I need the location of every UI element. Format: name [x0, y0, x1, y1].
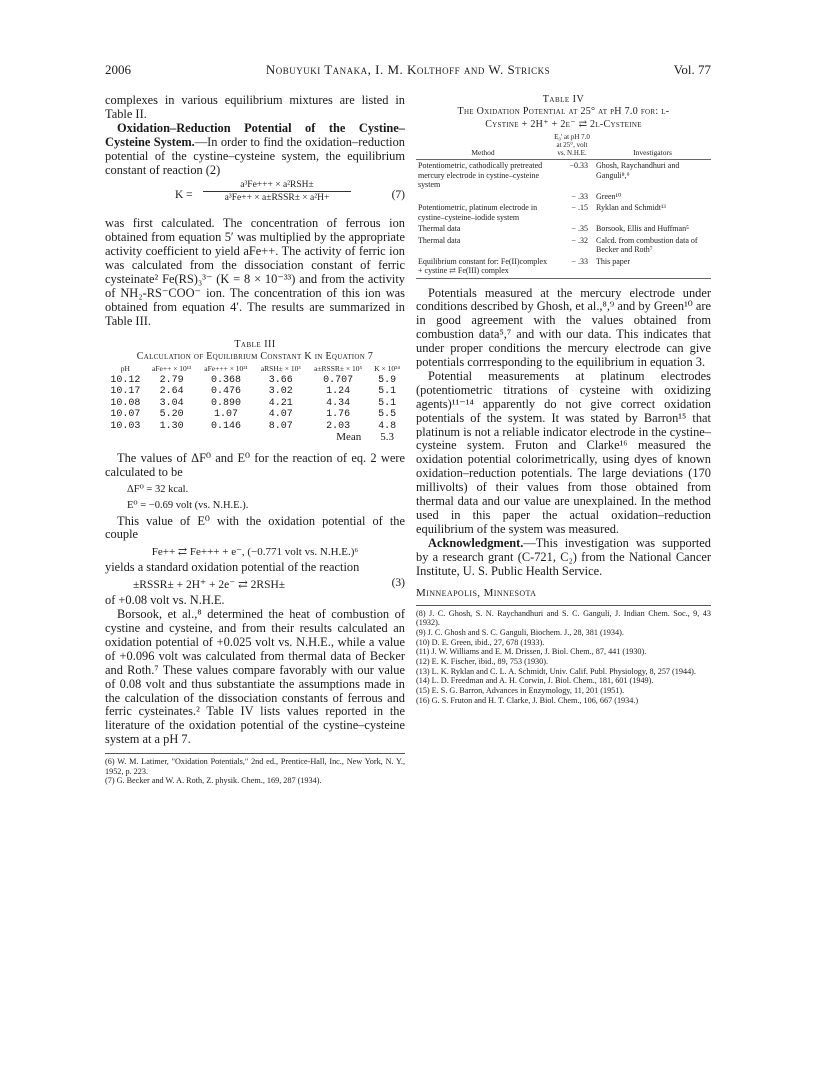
section-heading: Oxidation–Reduction Potential of the Cystine–Cysteine System.: [105, 120, 405, 149]
borsook-paragraph: Borsook, et al.,⁸ determined the heat of combustion of cystine and cysteine, and from their results calculated an oxidation potential of +0.025 volt vs. N.H.E., while a value of +0.096 volt was calculated from thermal data of Becker and Roth.⁷ These values compare favorably with our value of 0.08 volt and thus substantiate the assumptions made in the calculation of the dissociation constants of ferrous and ferric cysteinates.² Table IV lists values reported in the literature of the oxidation potential of the cystine–cysteine system at a pH 7.: [105, 607, 405, 747]
calculation-paragraph: was first calculated. The concentration of ferrous ion obtained from equation 5′ was multiplied by the appropriate activity coefficient to yield aFe++. The activity of ferric ion was calculated from the dissociation constant of ferric cysteinate² Fe(RS)₃³⁻ (K = 8 × 10⁻³³) and from the activity of NH₂-RS⁻COO⁻ ion. The concentration of this ion was obtained from equation 4′. The results are summarized in Table III.: [105, 216, 405, 328]
table3-header: aFe++ × 10¹³: [152, 363, 192, 373]
table-row: [416, 191, 711, 203]
table-cell: 8.07: [268, 420, 293, 432]
table-cell: 1.76: [326, 409, 351, 421]
table-cell: 0.707: [323, 374, 354, 386]
table-cell: Calcd. from combustion data of Becker and Roth⁷: [596, 235, 698, 254]
references-rule: [416, 605, 711, 606]
table-cell: 10.03: [110, 420, 141, 432]
reference-item: (12) E. K. Fischer, ibid., 89, 753 (1930).: [416, 657, 549, 667]
mercury-paragraph: Potentials measured at the mercury electrode under conditions described by Ghosh, et al.,⁸,⁹ and by Green¹⁰ are in good agreement with the values obtained from combustion data⁵,⁷ and with our data. This indicates that under proper conditions the mercury electrode can give potentials corrresponding to the equilibrium in equation 3.: [416, 285, 711, 370]
table-cell: 1.24: [326, 386, 351, 398]
table-cell: Equilibrium constant for: Fe(II)complex + cystine ⇄ Fe(III) complex: [416, 256, 550, 279]
acknowledgment-heading: Acknowledgment.: [428, 535, 524, 550]
table-cell: 3.02: [268, 386, 293, 398]
table-row: [105, 375, 405, 387]
table-cell: 5.1: [378, 397, 397, 409]
table-cell: − .15: [571, 203, 588, 212]
table-cell: Ghosh, Raychandhuri and Ganguli⁸,⁹: [596, 161, 680, 180]
table3-title: Calculation of Equilibrium Constant K in Equation 7: [136, 350, 374, 362]
table3-header: aRSH± × 10³: [260, 363, 301, 373]
table4-label: Table IV: [542, 94, 585, 105]
table-cell: 5.9: [378, 374, 397, 386]
table-cell: Potentiometric, platinum electrode in cystine–cysteine–iodide system: [418, 203, 538, 222]
table4-title-line2: Cystine + 2H⁺ + 2e⁻ ⇄ 2l-Cysteine: [485, 119, 642, 130]
table-cell: 10.08: [110, 397, 141, 409]
left-column: [105, 94, 405, 786]
reaction-3-text: ±RSSR± + 2H⁺ + 2e⁻ ⇄ 2RSH±: [133, 579, 286, 592]
table3-label: Table III: [234, 338, 276, 350]
right-column: [416, 94, 711, 706]
table-row: [416, 223, 711, 235]
table-cell: Borsook, Ellis and Huffman⁵: [596, 224, 689, 233]
table3-header: aFe+++ × 10²¹: [204, 363, 248, 373]
e-zero-value: E⁰ = −0.69 volt (vs. N.H.E.).: [127, 499, 249, 511]
table-cell: 5.5: [378, 409, 397, 421]
running-header: [105, 62, 711, 80]
table-cell: 4.07: [268, 409, 293, 421]
table-cell: 5.1: [378, 386, 397, 398]
table3-header: pH: [120, 363, 130, 373]
delta-f-value: ΔF⁰ = 32 kcal.: [127, 483, 189, 495]
reference-item: (15) E. S. G. Barron, Advances in Enzymology, 11, 201 (1951).: [416, 686, 625, 696]
equation-fraction: [203, 180, 351, 203]
table-cell: 10.07: [110, 409, 141, 421]
table3-header-row: [105, 365, 405, 375]
table-cell: 0.146: [211, 420, 242, 432]
footnote: (6) W. M. Latimer, "Oxidation Potentials," 2nd ed., Prentice-Hall, Inc., New York, N. Y., 1952, p. 223.: [105, 757, 405, 776]
values-paragraph: The values of ΔF⁰ and E⁰ for the reaction of eq. 2 were calculated to be: [105, 450, 405, 479]
acknowledgment-text: —This investigation was supported by a research grant (C-721, C₂) from the National Cancer Institute, U. S. Public Health Service.: [416, 535, 711, 578]
table-cell: 1.07: [214, 409, 239, 421]
affiliation-place: Minneapolis, Minnesota: [416, 586, 537, 599]
table-cell: 0.476: [211, 386, 242, 398]
table-cell: Potentiometric, cathodically pretreated mercury electrode in cystine–cysteine system: [418, 161, 543, 189]
reaction-3-number: (3): [391, 577, 405, 590]
table3-header: a±RSSR± × 10⁵: [314, 363, 363, 373]
table-cell: Thermal data: [418, 235, 461, 245]
table4-header-row: [416, 133, 711, 160]
section-paragraph: [105, 122, 405, 178]
table-cell: − .33: [550, 256, 594, 279]
table4-title-line1: The Oxidation Potential at 25° at pH 7.0 for: l-: [457, 106, 670, 117]
equation-number: (7): [391, 189, 405, 202]
reference-item: (14) L. D. Freedman and A. H. Corwin, J. Biol. Chem., 181, 601 (1949).: [416, 676, 654, 686]
table4-header-investigators: Investigators: [594, 133, 711, 160]
table-row: [416, 235, 711, 256]
reference-item: (9) J. C. Ghosh and S. C. Ganguli, Biochem. J., 28, 381 (1934).: [416, 627, 624, 637]
table3-mean-value: 5.3: [380, 431, 395, 444]
table3-header: K × 10²⁴: [374, 363, 401, 373]
acknowledgment-paragraph: [416, 537, 711, 579]
table-row: [105, 409, 405, 421]
table-cell: 4.34: [326, 397, 351, 409]
table-row: [416, 256, 711, 279]
yields-paragraph: yields a standard oxidation potential of the reaction: [105, 560, 360, 575]
of-paragraph: of +0.08 volt vs. N.H.E.: [105, 593, 225, 608]
couple-reaction: Fe++ ⇄ Fe+++ + e⁻, (−0.771 volt vs. N.H.E.)⁶: [151, 546, 359, 559]
reference-item: (8) J. C. Ghosh, S. N. Raychandhuri and S. C. Ganguli, J. Indian Chem. Soc., 9, 43 (1932).: [416, 608, 711, 628]
table-cell: 2.79: [159, 374, 184, 386]
table-cell: 0.368: [211, 374, 242, 386]
table-cell: 3.66: [268, 374, 293, 386]
table4-header-potential: E₀′ at pH 7.0 at 25°, volt vs. N.H.E.: [550, 133, 594, 160]
equation-lhs: K =: [175, 189, 193, 202]
table-cell: Green¹⁰: [596, 191, 622, 201]
table-row: [105, 398, 405, 410]
table4: [416, 133, 711, 279]
page-number: 2006: [105, 62, 131, 77]
couple-paragraph: This value of E⁰ with the oxidation potential of the couple: [105, 513, 405, 542]
reference-item: (11) J. W. Williams and E. M. Drissen, J. Biol. Chem., 87, 441 (1930).: [416, 647, 647, 657]
footnote: (7) G. Becker and W. A. Roth, Z. physik. Chem., 169, 287 (1934).: [105, 776, 322, 786]
table-cell: [416, 191, 550, 203]
table-cell: This paper: [594, 256, 711, 279]
equation-numerator: a³Fe+++ × a²RSH±: [203, 180, 351, 192]
table3-mean-row: [105, 432, 405, 444]
table-cell: 0.890: [211, 397, 242, 409]
running-authors: Nobuyuki Tanaka, I. M. Kolthoff and W. Stricks: [265, 62, 551, 77]
table-cell: 4.21: [268, 397, 293, 409]
reference-item: (16) G. S. Fruton and H. T. Clarke, J. Biol. Chem., 106, 667 (1934.): [416, 695, 639, 705]
table-cell: 2.64: [159, 386, 184, 398]
table-cell: − .33: [571, 191, 588, 201]
table-cell: − .35: [571, 224, 588, 233]
platinum-paragraph: Potential measurements at platinum electrodes (potentiometric titrations of cysteine with oxidizing agents)¹¹⁻¹⁴ apparently do not give correct oxidation potentials of the system. It was stated by Barron¹⁵ that platinum is not a reliable indicator electrode in the cystine–cysteine system. Fruton and Clarke¹⁶ measured the oxidation potential colorimetrically, using dyes of known oxidation–reduction potentials. The large deviations (170 millivolts) of their values from those obtained from thermal data and our value are unexplained. In the method used in this paper the actual oxidation–reduction equilibrium of the system was measured.: [416, 368, 711, 536]
table-row: [416, 202, 711, 223]
intro-paragraph: complexes in various equilibrium mixtures are listed in Table II.: [105, 93, 405, 121]
footnote-rule: [105, 753, 405, 754]
table4-header-method: Method: [416, 133, 550, 160]
table-cell: 5.20: [159, 409, 184, 421]
table-cell: 2.03: [326, 420, 351, 432]
table-cell: 10.12: [110, 374, 141, 386]
table-row: [105, 386, 405, 398]
reaction-3: [105, 577, 405, 592]
equation-7: [105, 180, 405, 214]
reference-item: (10) D. E. Green, ibid., 27, 678 (1933).: [416, 637, 545, 647]
reference-item: (13) L. K. Ryklan and C. L. A. Schmidt, Univ. Calif. Publ. Physiology, 8, 257 (1944).: [416, 666, 696, 676]
table-cell: Ryklan and Schmidt¹³: [596, 203, 666, 212]
table-cell: 3.04: [159, 397, 184, 409]
table3-mean-label: Mean: [336, 431, 362, 444]
table-cell: 4.8: [378, 420, 397, 432]
table-cell: −0.33: [569, 161, 588, 170]
table-cell: − .32: [571, 235, 588, 245]
equation-denominator: a³Fe++ × a±RSSR± × a²H+: [224, 193, 330, 204]
table-cell: 10.17: [110, 386, 141, 398]
volume-label: Vol. 77: [673, 62, 711, 77]
table-cell: Thermal data: [418, 224, 461, 233]
section-text: —In order to find the oxidation–reduction potential of the cystine–cysteine system, the equilibrium constant of reaction (2): [105, 134, 405, 177]
table-cell: 1.30: [159, 420, 184, 432]
table-row: [416, 160, 711, 191]
table3: [105, 365, 405, 444]
